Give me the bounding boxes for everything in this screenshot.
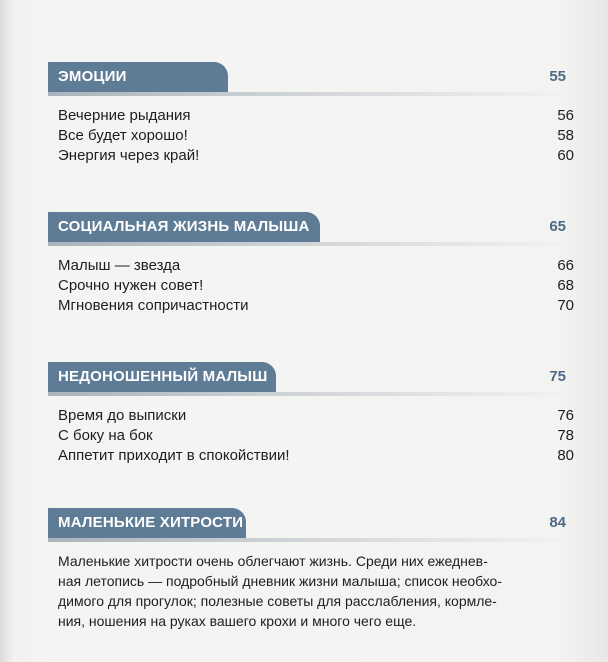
- section-title-tab: МАЛЕНЬКИЕ ХИТРОСТИ: [48, 508, 246, 538]
- toc-entry[interactable]: [58, 256, 574, 276]
- entry-title: Все будет хорошо!: [58, 127, 188, 144]
- description-line: ная летопись — подробный дневник жизни малыша; список необхо-: [58, 573, 503, 589]
- section-page-number: 84: [549, 514, 566, 531]
- section-page-number: 55: [549, 68, 566, 85]
- entry-title: Мгновения сопричастности: [58, 297, 249, 314]
- entry-title: Вечерние рыдания: [58, 107, 191, 124]
- toc-entry[interactable]: [58, 296, 574, 316]
- toc-section-emotions: [48, 62, 576, 164]
- toc-entries: [58, 406, 574, 466]
- section-divider: [48, 242, 576, 246]
- description-line: ния, ношения на руках вашего крохи и много чего еще.: [58, 613, 417, 629]
- toc-entries: [58, 256, 574, 316]
- entry-page-number: 68: [557, 277, 574, 294]
- entry-title: Время до выписки: [58, 407, 187, 424]
- description-line: димого для прогулок; полезные советы для расслабления, кормле-: [58, 593, 497, 609]
- toc-section-premature-baby: [48, 362, 576, 464]
- section-page-number: 75: [549, 368, 566, 385]
- toc-entry[interactable]: [58, 146, 574, 166]
- entry-page-number: 70: [557, 297, 574, 314]
- section-title-tab: СОЦИАЛЬНАЯ ЖИЗНЬ МАЛЫША: [48, 212, 320, 242]
- section-header: [48, 362, 576, 392]
- toc-entry[interactable]: [58, 276, 574, 296]
- toc-entry[interactable]: [58, 446, 574, 466]
- section-header: [48, 508, 576, 538]
- toc-section-little-tricks: [48, 508, 576, 538]
- entry-page-number: 60: [557, 147, 574, 164]
- entry-page-number: 78: [557, 427, 574, 444]
- section-description: [58, 551, 518, 631]
- section-header: [48, 62, 576, 92]
- entry-page-number: 76: [557, 407, 574, 424]
- entry-title: Малыш — звезда: [58, 257, 181, 274]
- description-line: Маленькие хитрости очень облегчают жизнь. Среди них ежеднев-: [58, 553, 488, 569]
- section-title-tab: НЕДОНОШЕННЫЙ МАЛЫШ: [48, 362, 276, 392]
- section-divider: [48, 538, 576, 542]
- entry-page-number: 58: [557, 127, 574, 144]
- section-divider: [48, 392, 576, 396]
- section-header: [48, 212, 576, 242]
- toc-entries: [58, 106, 574, 166]
- entry-page-number: 66: [557, 257, 574, 274]
- entry-title: Энергия через край!: [58, 147, 200, 164]
- entry-page-number: 80: [557, 447, 574, 464]
- toc-entry[interactable]: [58, 106, 574, 126]
- section-title-tab: ЭМОЦИИ: [48, 62, 228, 92]
- toc-entry[interactable]: [58, 126, 574, 146]
- section-divider: [48, 92, 576, 96]
- section-page-number: 65: [549, 218, 566, 235]
- toc-entry[interactable]: [58, 426, 574, 446]
- entry-title: С боку на бок: [58, 427, 153, 444]
- entry-page-number: 56: [557, 107, 574, 124]
- toc-entry[interactable]: [58, 406, 574, 426]
- toc-section-social-life: [48, 212, 576, 314]
- entry-title: Срочно нужен совет!: [58, 277, 204, 294]
- entry-title: Аппетит приходит в спокойствии!: [58, 447, 290, 464]
